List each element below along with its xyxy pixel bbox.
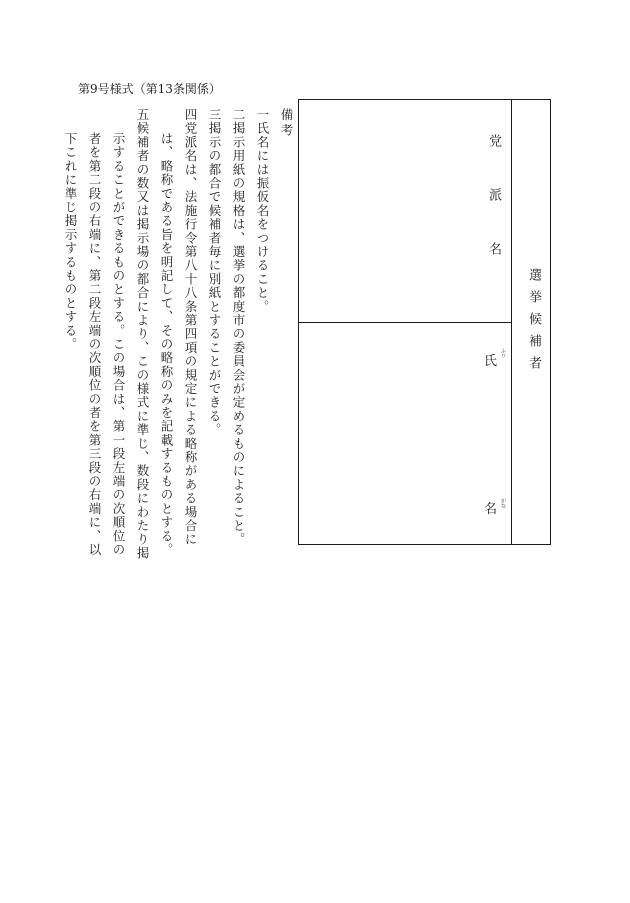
candidate-form-table — [298, 99, 551, 545]
form-number-title: 第9号様式（第13条関係） — [78, 82, 221, 96]
remark-text: 候補者の数又は掲示場の都合により、この様式に準じ、数段にわたり掲示することができるものとする。この場合は、第一段左端の次順位の者を第二段の右端に、第二段左端の次順位の者を第三段の右端に、以下これに準じ掲示するものとする。 — [63, 121, 150, 561]
remarks-section — [63, 108, 298, 568]
remark-text: 掲示用紙の規格は、選挙の都度市の委員会が定めるものによること。 — [231, 121, 246, 547]
furigana-label-second: がな — [500, 498, 506, 508]
remark-number: 五 — [135, 108, 150, 122]
remark-number: 三 — [207, 108, 222, 122]
remark-number: 二 — [231, 108, 246, 122]
furigana-label-first: ふり — [500, 348, 506, 358]
remark-item-4 — [154, 108, 202, 568]
row-divider — [299, 322, 511, 323]
remark-number: 四 — [183, 108, 198, 122]
remark-text: 党派名は、法施行令第八十八条第四項の規定による略称がある場合には、略称である旨を明記して、その略称のみを記載するものとする。 — [159, 121, 198, 557]
form-header-label: 選挙候補者 — [526, 268, 541, 378]
party-name-label: 党派名 — [486, 134, 501, 296]
remark-item-3 — [202, 108, 226, 568]
remark-item-5 — [58, 108, 154, 568]
name-label-first-char: 氏 — [484, 354, 498, 369]
remark-item-1 — [250, 108, 274, 568]
remark-item-2 — [226, 108, 250, 568]
remark-text: 氏名には振仮名をつけること。 — [255, 121, 270, 314]
form-header-column — [511, 100, 551, 544]
remarks-title: 備考 — [279, 108, 294, 139]
remark-number: 一 — [255, 108, 270, 122]
remark-text: 掲示の都合で候補者毎に別紙とすることができる。 — [207, 121, 222, 437]
name-label-second-char: 名 — [484, 502, 498, 517]
